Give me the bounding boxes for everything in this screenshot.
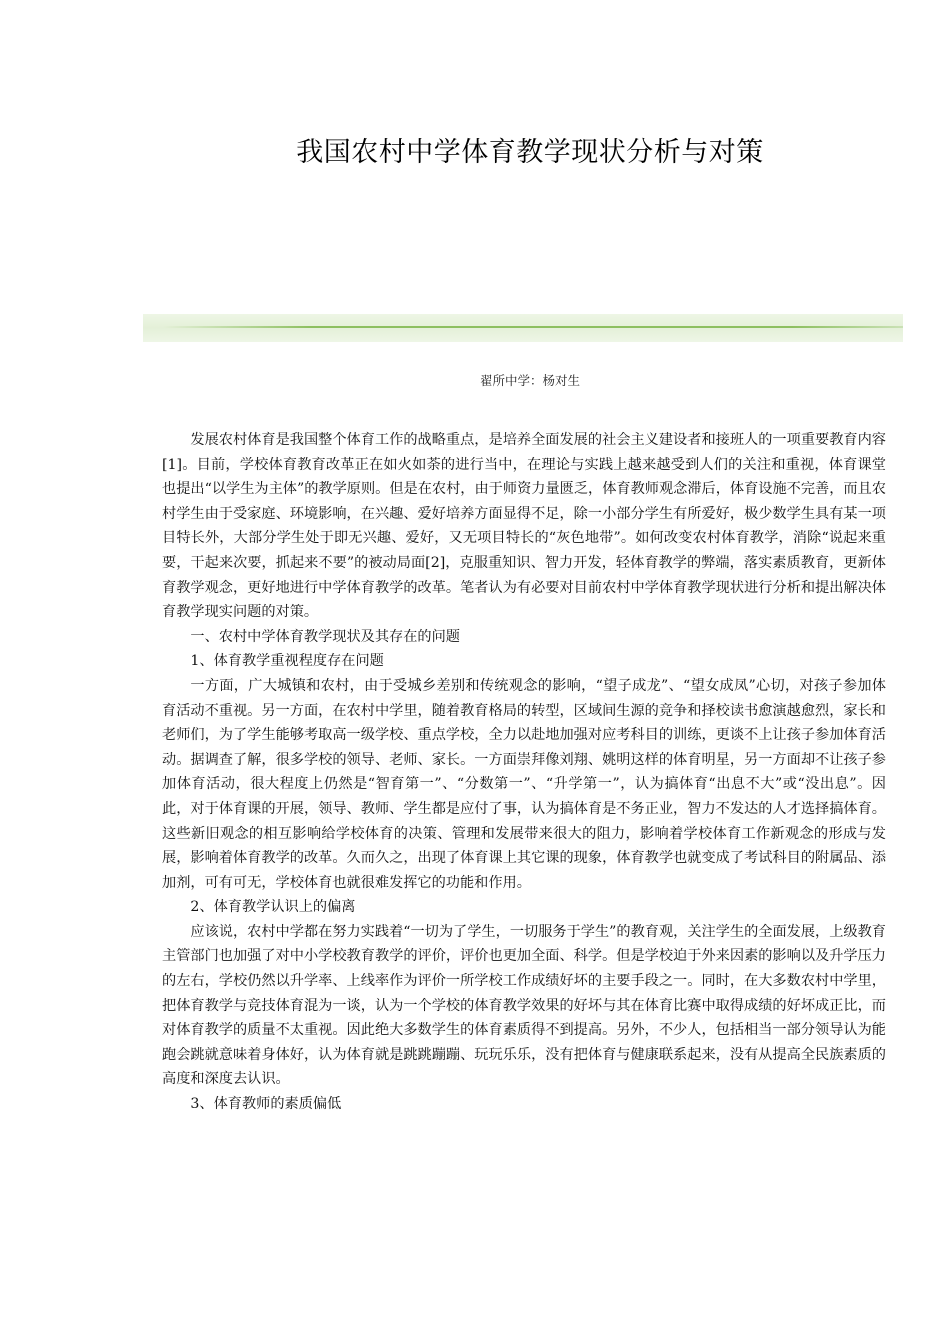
author-line: 翟所中学：杨对生 [479, 373, 580, 388]
subsection-heading: 3、体育教师的素质偏低 [190, 1096, 342, 1113]
document-body [162, 428, 886, 1117]
body-paragraph: 应该说，农村中学都在努力实践着“一切为了学生，一切服务于学生”的教育观，关注学生的全面发展，上级教育主管部门也加强了对中小学校教育教学的评价，评价也更加全面、科学。但是学校迫于外来因素的影响以及升学压力的左右，学校仍然以升学率、上线率作为评价一所学校工作成绩好坏的主要手段之一。同时，在大多数农村中学里，把体育教学与竞技体育混为一谈，认为一个学校的体育教学效果的好坏与其在体育比赛中取得成绩的好坏成正比，而对体育教学的质量不太重视。因此绝大多数学生的体育素质得不到提高。另外，不少人，包括相当一部分领导认为能跑会跳就意味着身体好，认为体育就是跳跳蹦蹦、玩玩乐乐，没有把体育与健康联系起来，没有从提高全民族素质的高度和深度去认识。 [162, 923, 886, 1088]
document-title: 我国农村中学体育教学现状分析与对策 [296, 137, 764, 168]
decorative-green-line [163, 326, 903, 328]
section-heading: 一、农村中学体育教学现状及其存在的问题 [190, 628, 460, 645]
body-paragraph: 一方面，广大城镇和农村，由于受城乡差别和传统观念的影响，“望子成龙”、“望女成凤”心切，对孩子参加体育活动不重视。另一方面，在农村中学里，随着教育格局的转型，区域间生源的竞争和择校读书愈演越愈烈，家长和老师们，为了学生能够考取高一级学校、重点学校，全力以赴地加强对应考科目的训练，更谈不上让孩子参加体育活动。据调查了解，很多学校的领导、老师、家长。一方面崇拜像刘翔、姚明这样的体育明星，另一方面却不让孩子参加体育活动，很大程度上仍然是“智育第一”、“分数第一”、“升学第一”，认为搞体育“出息不大”或“没出息”。因此，对于体育课的开展，领导、教师、学生都是应付了事，认为搞体育是不务正业，智力不发达的人才选择搞体育。这些新旧观念的相互影响给学校体育的决策、管理和发展带来很大的阻力，影响着学校体育工作新观念的形成与发展，影响着体育教学的改革。久而久之，出现了体育课上其它课的现象，体育教学也就变成了考试科目的附属品、添加剂，可有可无，学校体育也就很难发挥它的功能和作用。 [162, 677, 886, 891]
subsection-heading: 1、体育教学重视程度存在问题 [190, 653, 384, 670]
decorative-green-band [143, 314, 903, 342]
body-paragraph: 发展农村体育是我国整个体育工作的战略重点，是培养全面发展的社会主义建设者和接班人的一项重要教育内容[1]。目前，学校体育教育改革正在如火如荼的进行当中，在理论与实践上越来越受到人们的关注和重视，体育课堂也提出“以学生为主体”的教学原则。但是在农村，由于师资力量匮乏，体育教师观念滞后，体育设施不完善，而且农村学生由于受家庭、环境影响，在兴趣、爱好培养方面显得不足，除一小部分学生有所爱好，极少数学生具有某一项目特长外，大部分学生处于即无兴趣、爱好，又无项目特长的“灰色地带”。如何改变农村体育教学，消除“说起来重要，干起来次要，抓起来不要”的被动局面[2]，克服重知识、智力开发，轻体育教学的弊端，落实素质教育，更新体育教学观念，更好地进行中学体育教学的改革。笔者认为有必要对目前农村中学体育教学现状进行分析和提出解决体育教学现实问题的对策。 [162, 432, 886, 621]
subsection-heading: 2、体育教学认识上的偏离 [190, 899, 356, 916]
